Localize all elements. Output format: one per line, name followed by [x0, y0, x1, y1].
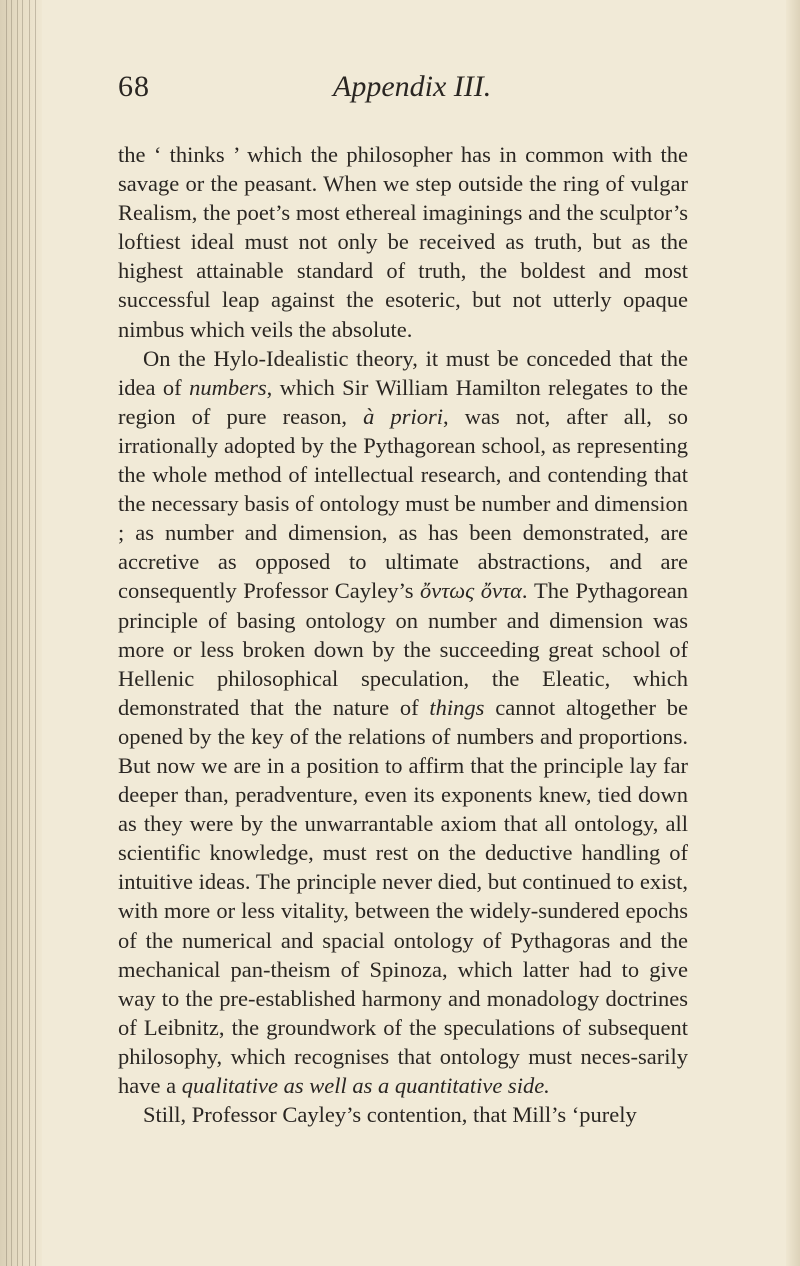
paragraph-2-text: . The Pythagorean principle of basing ontology on number and dimension was more or less broken down by the succeeding great school of Hellenic philosophical speculation, the Eleatic, which demonstrated that the nature of: [118, 578, 688, 720]
italic-things: things: [429, 694, 485, 720]
paragraph-2-text: cannot altogether be opened by the key of the relations of numbers and proportions. But now we are in a position to affirm that the principle lay far deeper than, peradventure, even its exponents knew, tied down as they were by the unwarrantable axiom that all ontology, all scientific knowledge, must rest on the deductive handling of intuitive ideas. The principle never died, but continued to exist, with more or less vitality, between the widely-sundered epochs of the numerical and spacial ontology of Pythagoras and the mechanical pan-theism of Spinoza, which latter had to give way to the pre-established harmony and monadology doctrines of Leibnitz, the groundwork of the speculations of subsequent philosophy, which recognises that ontology must neces-sarily have a: [118, 694, 688, 1098]
paragraph-1: the ‘ thinks ’ which the philosopher has in common with the savage or the peasant. When we step outside the ring of vulgar Realism, the poet’s most ethereal imaginings and the sculptor’s loftiest ideal must not only be received as truth, but as the highest attainable standard of truth, the boldest and most successful leap against the esoteric, but not utterly opaque nimbus which veils the absolute.: [118, 142, 688, 342]
page-number: 68: [118, 70, 150, 103]
paragraph-2-text: , was not, after all, so irrationally adopted by the Pythagorean school, as representing the whole method of intellectual research, and contending that the necessary basis of ontology must be number and dimension ; as number and dimension, as has been demonstrated, are accretive as opposed to ultimate abstractions, and are consequently Professor Cayley’s: [118, 403, 688, 604]
paragraph-3: Still, Professor Cayley’s contention, that Mill’s ‘purely: [143, 1102, 637, 1128]
running-title: Appendix III.: [333, 70, 492, 103]
gutter-line: [17, 0, 18, 1266]
italic-numbers: numbers: [189, 374, 267, 400]
gutter-line: [11, 0, 12, 1266]
body-text: [118, 140, 688, 1129]
book-gutter: [0, 0, 42, 1266]
greek-phrase: ὄντως ὄντα: [419, 578, 522, 604]
gutter-line: [6, 0, 7, 1266]
gutter-line: [22, 0, 23, 1266]
page-edge: [786, 0, 800, 1266]
italic-a-priori: à priori: [363, 403, 443, 429]
paragraph-2-text: On the Hylo-Idealistic theory, it must be conceded that the idea of: [118, 345, 688, 400]
page-header: [118, 70, 678, 110]
gutter-line: [35, 0, 36, 1266]
gutter-line: [29, 0, 30, 1266]
paragraph-2: [118, 344, 688, 1100]
paragraph-2-text: , which Sir William Hamilton relegates to the region of pure reason,: [118, 374, 689, 429]
italic-qualitative-quantitative: qualitative as well as a quantitative side.: [181, 1073, 550, 1098]
